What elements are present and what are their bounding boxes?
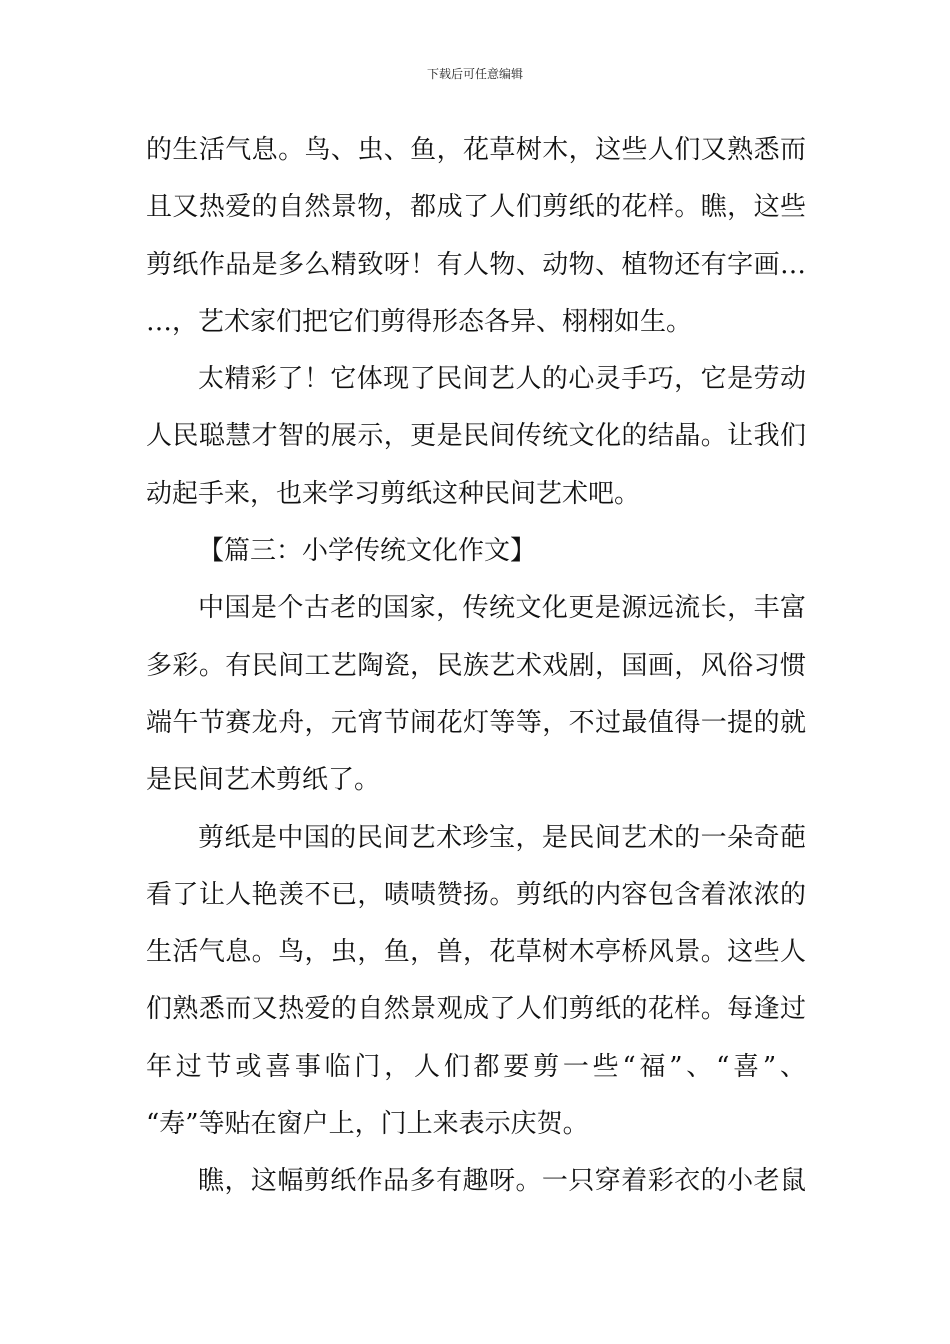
text-line: 太精彩了！它体现了民间艺人的心灵手巧，它是劳动 <box>198 364 806 395</box>
text-line: 们熟悉而又热爱的自然景观成了人们剪纸的花样。每逢过 <box>146 994 806 1025</box>
paragraph <box>146 351 806 523</box>
text-line: 人民聪慧才智的展示，更是民间传统文化的结晶。让我们 <box>146 421 806 452</box>
text-line: 中国是个古老的国家，传统文化更是源远流长，丰富 <box>198 593 806 624</box>
paragraph <box>146 1153 806 1210</box>
text-line: 瞧，这幅剪纸作品多有趣呀。一只穿着彩衣的小老鼠 <box>198 1166 806 1197</box>
text-line: …，艺术家们把它们剪得形态各异、栩栩如生。 <box>146 306 693 337</box>
text-line: 生活气息。鸟，虫，鱼，兽，花草树木亭桥风景。这些人 <box>146 937 806 968</box>
text-line: “寿”等贴在窗户上，门上来表示庆贺。 <box>146 1109 589 1140</box>
paragraph-continued <box>146 122 806 351</box>
text-line: 且又热爱的自然景物，都成了人们剪纸的花样。瞧，这些 <box>146 192 806 223</box>
text-line: 看了让人艳羡不已，啧啧赞扬。剪纸的内容包含着浓浓的 <box>146 879 806 910</box>
section-heading <box>146 523 806 580</box>
text-line: 剪纸作品是多么精致呀！有人物、动物、植物还有字画… <box>146 249 806 280</box>
section-heading-text: 【篇三：小学传统文化作文】 <box>198 536 537 567</box>
text-line: 动起手来，也来学习剪纸这种民间艺术吧。 <box>146 478 641 509</box>
text-line: 多彩。有民间工艺陶瓷，民族艺术戏剧，国画，风俗习惯 <box>146 650 806 681</box>
text-line: 年过节或喜事临门，人们都要剪一些“福”、“喜”、 <box>146 1051 806 1082</box>
text-line: 是民间艺术剪纸了。 <box>146 765 381 796</box>
text-line: 端午节赛龙舟，元宵节闹花灯等等，不过最值得一提的就 <box>146 707 806 738</box>
page-header: 下载后可任意编辑 <box>426 67 523 81</box>
text-line: 剪纸是中国的民间艺术珍宝，是民间艺术的一朵奇葩 <box>198 822 806 853</box>
text-line: 的生活气息。鸟、虫、鱼，花草树木，这些人们又熟悉而 <box>146 135 806 165</box>
paragraph <box>146 810 806 1154</box>
paragraph <box>146 580 806 809</box>
document-body <box>146 122 806 1211</box>
